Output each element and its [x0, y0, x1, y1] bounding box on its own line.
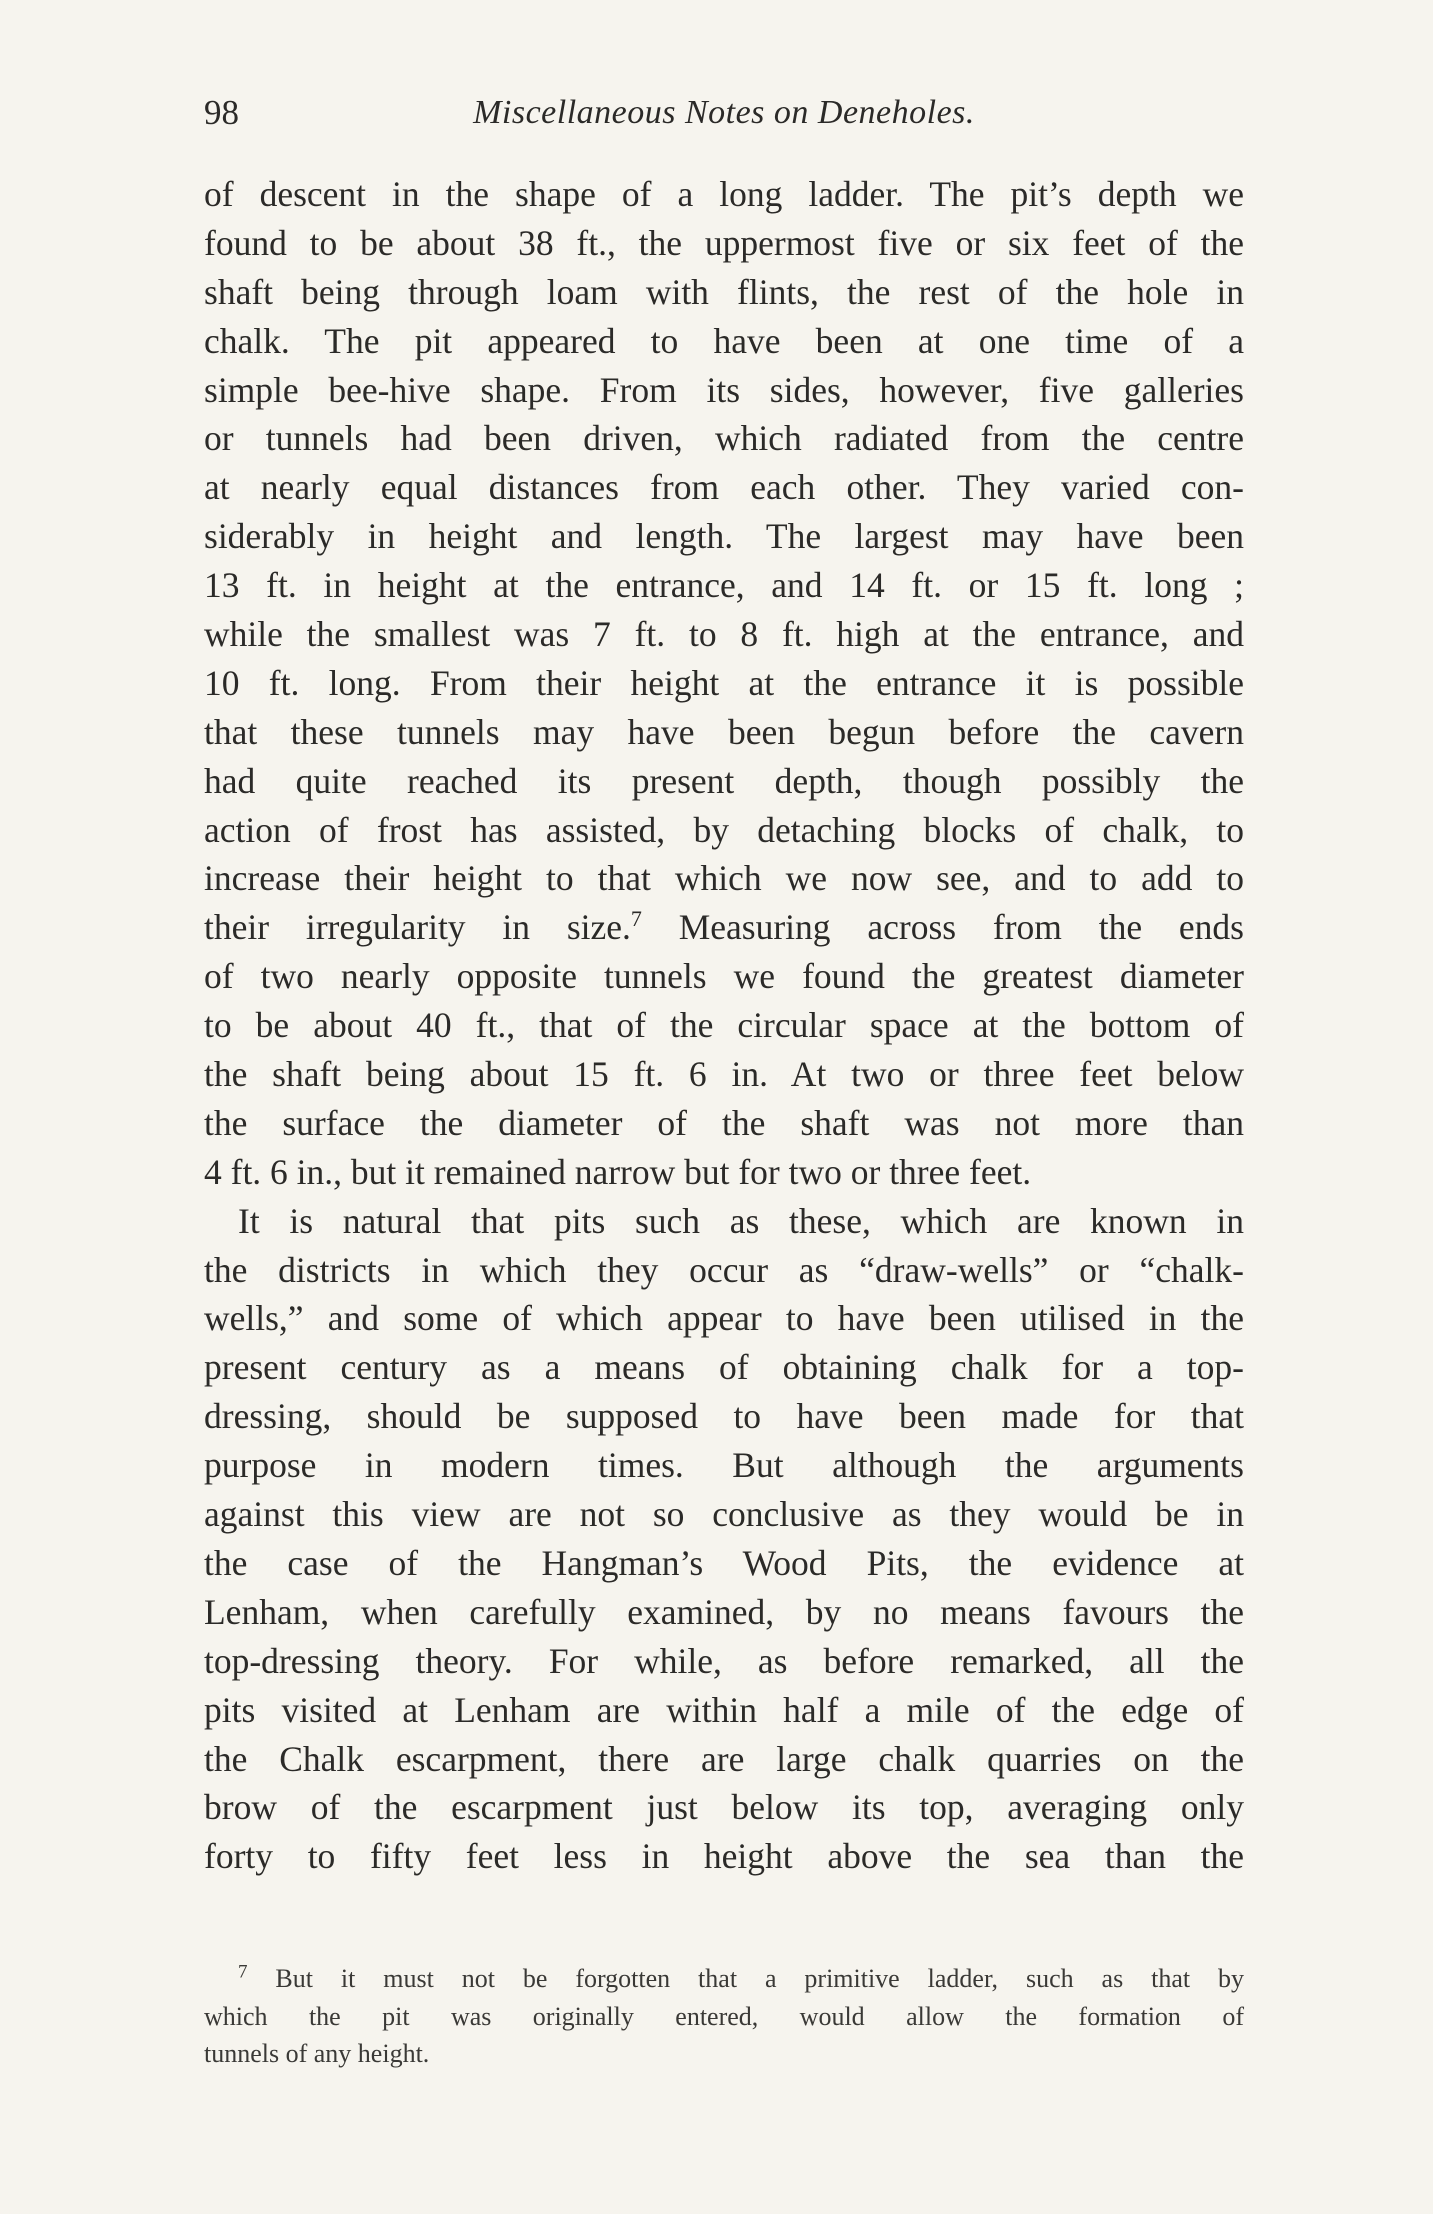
- text-line: wells,” and some of which appear to have been utilised in the: [204, 1298, 1244, 1339]
- text-line: pits visited at Lenham are within half a mile of the edge of: [204, 1689, 1244, 1730]
- text-line: found to be about 38 ft., the uppermost five or six feet of the: [204, 222, 1244, 263]
- text-line: top-dressing theory. For while, as before remarked, all the: [204, 1640, 1244, 1681]
- text-line: chalk. The pit appeared to have been at one time of a: [204, 320, 1244, 361]
- text-line: the Chalk escarpment, there are large chalk quarries on the: [204, 1738, 1244, 1779]
- text-line: at nearly equal distances from each other. They varied con-: [204, 467, 1244, 508]
- text-line: or tunnels had been driven, which radiated from the centre: [204, 418, 1244, 459]
- running-title: Miscellaneous Notes on Deneholes.: [473, 94, 975, 131]
- text-line: forty to fifty feet less in height above the sea than the: [204, 1836, 1244, 1877]
- text-line: brow of the escarpment just below its top, averaging only: [204, 1787, 1244, 1828]
- text-line: 4 ft. 6 in., but it remained narrow but for two or three feet.: [204, 1151, 1032, 1192]
- footnote-marker: 7: [238, 1961, 248, 1983]
- text-line: dressing, should be supposed to have been made for that: [204, 1396, 1244, 1437]
- text-line: Lenham, when carefully examined, by no means favours the: [204, 1591, 1244, 1632]
- text-line: that these tunnels may have been begun before the cavern: [204, 711, 1244, 752]
- text-line: purpose in modern times. But although the arguments: [204, 1445, 1244, 1486]
- text-line: the surface the diameter of the shaft was not more than: [204, 1102, 1244, 1143]
- text-line: 13 ft. in height at the entrance, and 14 ft. or 15 ft. long ;: [204, 565, 1244, 606]
- text-line: 10 ft. long. From their height at the entrance it is possible: [204, 662, 1244, 703]
- text-line: against this view are not so conclusive as they would be in: [204, 1494, 1244, 1535]
- text-line: increase their height to that which we now see, and to add to: [204, 858, 1244, 899]
- footnote-reference[interactable]: 7: [630, 906, 642, 932]
- text-line: to be about 40 ft., that of the circular space at the bottom of: [204, 1005, 1244, 1046]
- footnotes: [204, 1960, 1244, 2073]
- text-line: shaft being through loam with flints, the rest of the hole in: [204, 271, 1244, 312]
- text-line-with-footnote-ref: [204, 903, 1244, 952]
- text-line: action of frost has assisted, by detaching blocks of chalk, to: [204, 809, 1244, 850]
- body-text: [204, 170, 1244, 1881]
- footnote-line: tunnels of any height.: [204, 2039, 430, 2068]
- text-line: of descent in the shape of a long ladder. The pit’s depth we: [204, 174, 1244, 214]
- page-header: [204, 88, 1244, 138]
- text-line: simple bee-hive shape. From its sides, however, five galleries: [204, 369, 1244, 410]
- text-line: the districts in which they occur as “draw-wells” or “chalk-: [204, 1249, 1244, 1290]
- footnote-line: [204, 1960, 1244, 1998]
- text-line: the case of the Hangman’s Wood Pits, the evidence at: [204, 1542, 1244, 1583]
- footnote-text: But it must not be forgotten that a primitive ladder, such as that by: [275, 1964, 1245, 1993]
- text-line: It is natural that pits such as these, which are known in: [238, 1200, 1244, 1241]
- text-line: present century as a means of obtaining chalk for a top-: [204, 1347, 1244, 1388]
- text-fragment: their irregularity in size.: [204, 907, 631, 948]
- text-fragment: Measuring across from the ends: [678, 907, 1244, 948]
- page-number: 98: [204, 93, 239, 132]
- text-line: siderably in height and length. The largest may have been: [204, 516, 1244, 557]
- text-line: of two nearly opposite tunnels we found the greatest diameter: [204, 956, 1244, 997]
- footnote-line: which the pit was originally entered, would allow the formation of: [204, 2001, 1244, 2031]
- text-line: had quite reached its present depth, though possibly the: [204, 760, 1244, 801]
- text-line: while the smallest was 7 ft. to 8 ft. high at the entrance, and: [204, 614, 1244, 655]
- text-line: the shaft being about 15 ft. 6 in. At two or three feet below: [204, 1054, 1244, 1095]
